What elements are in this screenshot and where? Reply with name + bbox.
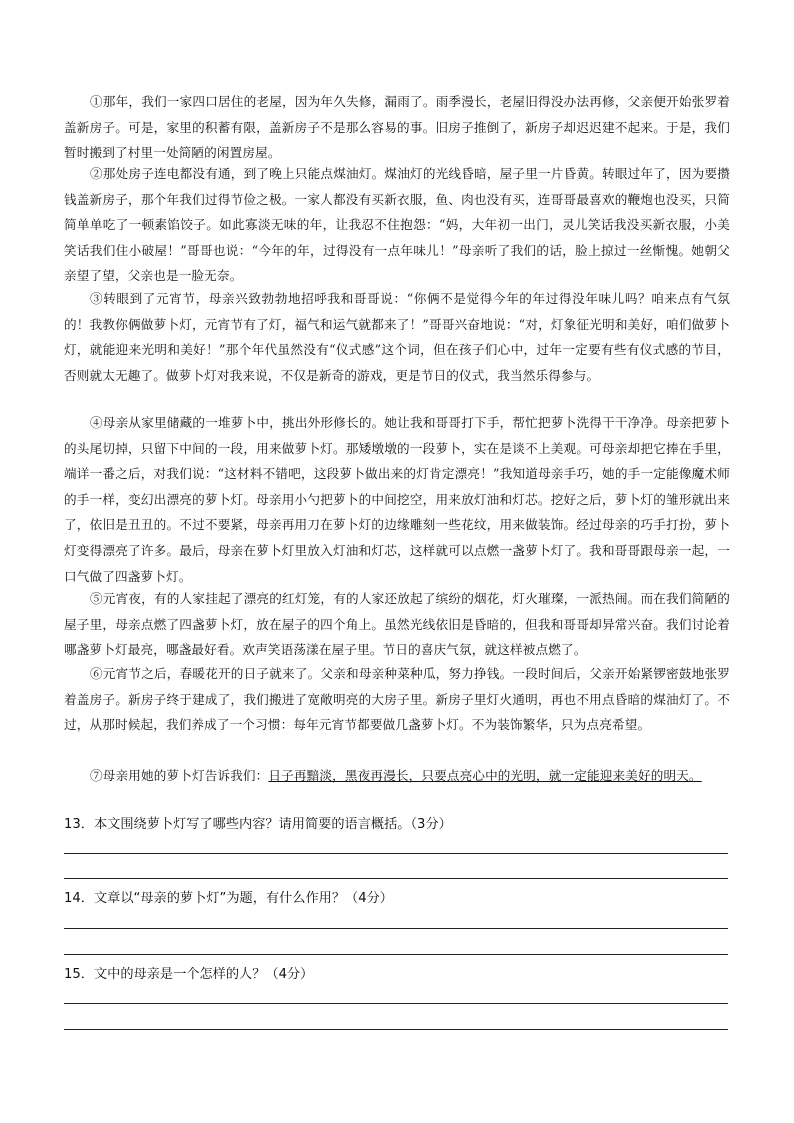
answer-line[interactable] [64,928,728,929]
answer-line[interactable] [64,878,728,879]
answer-line[interactable] [64,853,728,854]
passage-paragraph-5: ⑤元宵夜，有的人家挂起了漂亮的红灯笼，有的人家还放起了缤纷的烟花，灯火璀璨，一派热闹。而在我们简陋的屋子里，母亲点燃了四盏萝卜灯，放在屋子的四个角上。虽然光线依旧是昏暗的，但我和哥哥却异常兴奋。我们讨论着哪盏萝卜灯最亮，哪盏最好看。欢声笑语荡漾在屋子里。节日的喜庆气氛，就这样被点燃了。 [64,591,730,658]
answer-line[interactable] [64,954,728,955]
question-13: 13．本文围绕萝卜灯写了哪些内容？请用简要的语言概括。（3分） [64,817,452,832]
answer-line[interactable] [64,1029,728,1030]
paragraph-7-lead: ⑦母亲用她的萝卜灯告诉我们： [90,768,269,783]
passage-paragraph-3: ③转眼到了元宵节，母亲兴致勃勃地招呼我和哥哥说：“你俩不是觉得今年的年过得没年味儿吗？咱来点有气氛的！我教你俩做萝卜灯，元宵节有了灯，福气和运气就都来了！”哥哥兴奋地说：“对，灯象征光明和美好，咱们做萝卜灯，就能迎来光明和美好！”那个年代虽然没有“仪式感”这个词，但在孩子们心中，过年一定要有些有仪式感的节目，否则就太无趣了。做萝卜灯对我来说，不仅是新奇的游戏，更是节日的仪式，我当然乐得参与。 [64,291,730,383]
passage-paragraph-1: ①那年，我们一家四口居住的老屋，因为年久失修，漏雨了。雨季漫长，老屋旧得没办法再修，父亲便开始张罗着盖新房子。可是，家里的积蓄有限，盖新房子不是那么容易的事。旧房子推倒了，新房子却迟迟建不起来。于是，我们暂时搬到了村里一处简陋的闲置房屋。 [64,94,730,161]
question-15: 15．文中的母亲是一个怎样的人？（4分） [64,967,314,982]
passage-paragraph-7 [64,763,730,789]
underlined-sentence: 日子再黯淡，黑夜再漫长，只要点亮心中的光明，就一定能迎来美好的明天。 [268,768,702,783]
passage-paragraph-4: ④母亲从家里储藏的一堆萝卜中，挑出外形修长的。她让我和哥哥打下手，帮忙把萝卜洗得干干净净。母亲把萝卜的头尾切掉，只留下中间的一段，用来做萝卜灯。那矮墩墩的一段萝卜，实在是谈不上美观。可母亲却把它捧在手里，端详一番之后，对我们说：“这材料不错吧，这段萝卜做出来的灯肯定漂亮！”我知道母亲手巧，她的手一定能像魔术师的手一样，变幻出漂亮的萝卜灯。母亲用小勺把萝卜的中间挖空，用来放灯油和灯芯。挖好之后，萝卜灯的雏形就出来了，依旧是丑丑的。不过不要紧，母亲再用刀在萝卜灯的边缘雕刻一些花纹，用来做装饰。经过母亲的巧手打扮，萝卜灯变得漂亮了许多。最后，母亲在萝卜灯里放入灯油和灯芯，这样就可以点燃一盏萝卜灯了。我和哥哥跟母亲一起，一口气做了四盏萝卜灯。 [64,415,730,584]
passage-paragraph-2: ②那处房子连电都没有通，到了晚上只能点煤油灯。煤油灯的光线昏暗，屋子里一片昏黄。转眼过年了，因为要攒钱盖新房子，那个年我们过得节俭之极。一家人都没有买新衣服，鱼、肉也没有买，连哥哥最喜欢的鞭炮也没买，只简简单单吃了一顿素馅饺子。如此寡淡无味的年，让我忍不住抱怨：“妈，大年初一出门，灵儿笑话我没买新衣服，小美笑话我们住小破屋！”哥哥也说：“今年的年，过得没有一点年味儿！”母亲听了我们的话，脸上掠过一丝惭愧。她朝父亲望了望，父亲也是一脸无奈。 [64,166,730,284]
passage-paragraph-6: ⑥元宵节之后，春暖花开的日子就来了。父亲和母亲种菜种瓜，努力挣钱。一段时间后，父亲开始紧锣密鼓地张罗着盖房子。新房子终于建成了，我们搬进了宽敞明亮的大房子里。新房子里灯火通明，再也不用点昏暗的煤油灯了。不过，从那时候起，我们养成了一个习惯：每年元宵节都要做几盏萝卜灯。不为装饰繁华，只为点亮希望。 [64,666,730,733]
answer-line[interactable] [64,1003,728,1004]
question-14: 14．文章以“母亲的萝卜灯”为题，有什么作用？（4分） [64,891,393,906]
